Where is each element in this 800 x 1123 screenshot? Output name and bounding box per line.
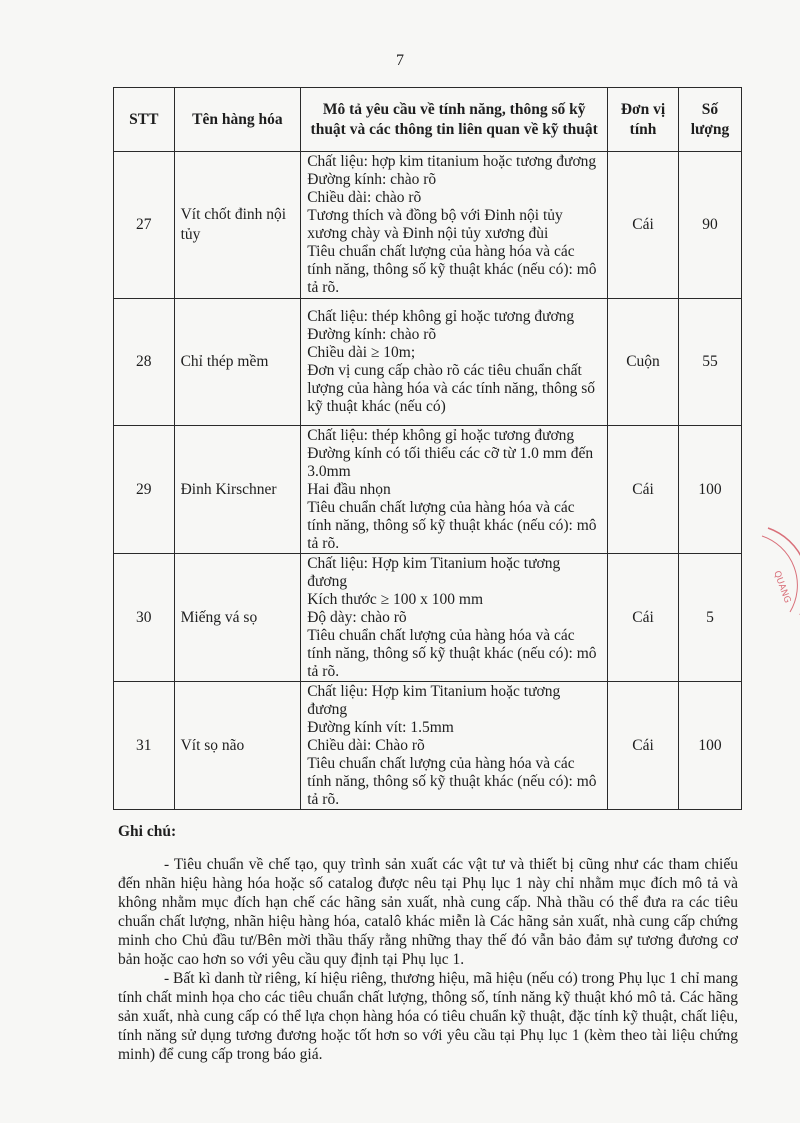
cell-unit: Cuộn <box>608 299 679 426</box>
table-row <box>114 152 742 299</box>
cell-stt: 27 <box>114 152 175 299</box>
cell-description <box>301 299 608 426</box>
table-row <box>114 554 742 682</box>
cell-quantity: 90 <box>678 152 741 299</box>
description-line: Chiều dài: Chào rõ <box>307 736 425 754</box>
cell-stt: 30 <box>114 554 175 682</box>
cell-quantity: 100 <box>678 682 741 810</box>
description-line: Hai đầu nhọn <box>307 480 391 498</box>
cell-item-name: Chỉ thép mềm <box>174 299 301 426</box>
table-row <box>114 299 742 426</box>
description-line: Chất liệu: hợp kim titanium hoặc tương đương <box>307 153 597 170</box>
cell-stt: 31 <box>114 682 175 810</box>
description-line: Đường kính: chào rõ <box>307 171 437 188</box>
description-line: Độ dày: chào rõ <box>307 608 407 626</box>
table-row <box>114 682 742 810</box>
header-stt: STT <box>114 88 175 152</box>
spec-table <box>113 87 742 810</box>
description-line: Tiêu chuẩn chất lượng của hàng hóa và các tính năng, thông số kỹ thuật khác (nếu có): mô tả rõ. <box>307 626 597 680</box>
cell-item-name: Miếng vá sọ <box>174 554 301 682</box>
header-qty: Số lượng <box>678 88 741 152</box>
cell-description <box>301 426 608 554</box>
description-line: Kích thước ≥ 100 x 100 mm <box>307 590 484 608</box>
cell-description <box>301 152 608 299</box>
description-line: Tiêu chuẩn chất lượng của hàng hóa và các tính năng, thông số kỹ thuật khác (nếu có): mô tả rõ. <box>307 498 597 552</box>
cell-unit: Cái <box>608 682 679 810</box>
description-line: Chất liệu: thép không gỉ hoặc tương đương <box>307 308 575 325</box>
header-desc: Mô tả yêu cầu về tính năng, thông số kỹ thuật và các thông tin liên quan về kỹ thuật <box>301 88 608 152</box>
cell-description <box>301 682 608 810</box>
description-line: Tiêu chuẩn chất lượng của hàng hóa và các tính năng, thông số kỹ thuật khác (nếu có): mô tả rõ. <box>307 243 597 296</box>
cell-quantity: 100 <box>678 426 741 554</box>
cell-unit: Cái <box>608 426 679 554</box>
cell-item-name: Đinh Kirschner <box>174 426 301 554</box>
header-unit: Đơn vị tính <box>608 88 679 152</box>
description-line: Đường kính: chào rõ <box>307 326 437 343</box>
description-line: Chất liệu: thép không gỉ hoặc tương đương <box>307 426 575 444</box>
description-line: Chất liệu: Hợp kim Titanium hoặc tương đương <box>307 682 561 718</box>
cell-description <box>301 554 608 682</box>
stamp-text: QUANG <box>771 569 793 605</box>
description-line: Chiều dài: chào rõ <box>307 189 422 206</box>
notes-title: Ghi chú: <box>118 823 177 840</box>
description-line: Đơn vị cung cấp chào rõ các tiêu chuẩn chất lượng của hàng hóa và các tính năng, thông số kỹ thuật khác (nếu có) <box>307 362 595 415</box>
table-row <box>114 426 742 554</box>
table-header <box>114 88 742 152</box>
description-line: Đường kính vít: 1.5mm <box>307 718 454 736</box>
cell-item-name: Vít sọ não <box>174 682 301 810</box>
table-body <box>114 152 742 810</box>
header-name: Tên hàng hóa <box>174 88 301 152</box>
cell-quantity: 5 <box>678 554 741 682</box>
cell-stt: 28 <box>114 299 175 426</box>
red-seal-stamp <box>760 520 800 620</box>
cell-unit: Cái <box>608 554 679 682</box>
description-line: Đường kính có tối thiểu các cỡ từ 1.0 mm đến 3.0mm <box>307 444 594 480</box>
notes-section <box>118 822 738 1064</box>
description-line: Chất liệu: Hợp kim Titanium hoặc tương đương <box>307 554 561 590</box>
description-line: Chiều dài ≥ 10m; <box>307 344 416 361</box>
cell-item-name: Vít chốt đinh nội tủy <box>174 152 301 299</box>
note-paragraph-2: - Bất kì danh từ riêng, kí hiệu riêng, thương hiệu, mã hiệu (nếu có) trong Phụ lục 1 chỉ mang tính chất minh họa cho các tiêu chuẩn chất lượng, thông số, tính năng kỹ thuật khó mô tả. Các hãng sản xuất, nhà cung cấp có thể lựa chọn hàng hóa có tiêu chuẩn kỹ thuật, đặc tính kỹ thuật, chất liệu, tính năng sử dụng tương đương hoặc tốt hơn so với yêu cầu tại Phụ lục 1 (kèm theo tài liệu chứng minh) để cung cấp trong báo giá. <box>118 970 738 1063</box>
cell-quantity: 55 <box>678 299 741 426</box>
page-number: 7 <box>396 52 404 69</box>
cell-stt: 29 <box>114 426 175 554</box>
note-paragraph-1: - Tiêu chuẩn về chế tạo, quy trình sản xuất các vật tư và thiết bị cũng như các tham chiếu đến nhãn hiệu hàng hóa hoặc số catalog được nêu tại Phụ lục 1 này chỉ nhằm mục đích mô tả và không nhằm mục đích hạn chế các hãng sản xuất, nhà cung cấp. Nhà thầu có thể đưa ra các tiêu chuẩn chất lượng, nhãn hiệu hàng hóa, catalô khác miễn là Các hãng sản xuất, nhà cung cấp chứng minh cho Chủ đầu tư/Bên mời thầu thấy rằng những thay thế đó vẫn bảo đảm sự tương đương cơ bản hoặc cao hơn so với yêu cầu quy định tại Phụ lục 1. <box>118 856 738 968</box>
cell-unit: Cái <box>608 152 679 299</box>
description-line: Tương thích và đồng bộ với Đinh nội tủy xương chày và Đinh nội tủy xương đùi <box>307 207 563 242</box>
description-line: Tiêu chuẩn chất lượng của hàng hóa và các tính năng, thông số kỹ thuật khác (nếu có): mô tả rõ. <box>307 754 597 808</box>
